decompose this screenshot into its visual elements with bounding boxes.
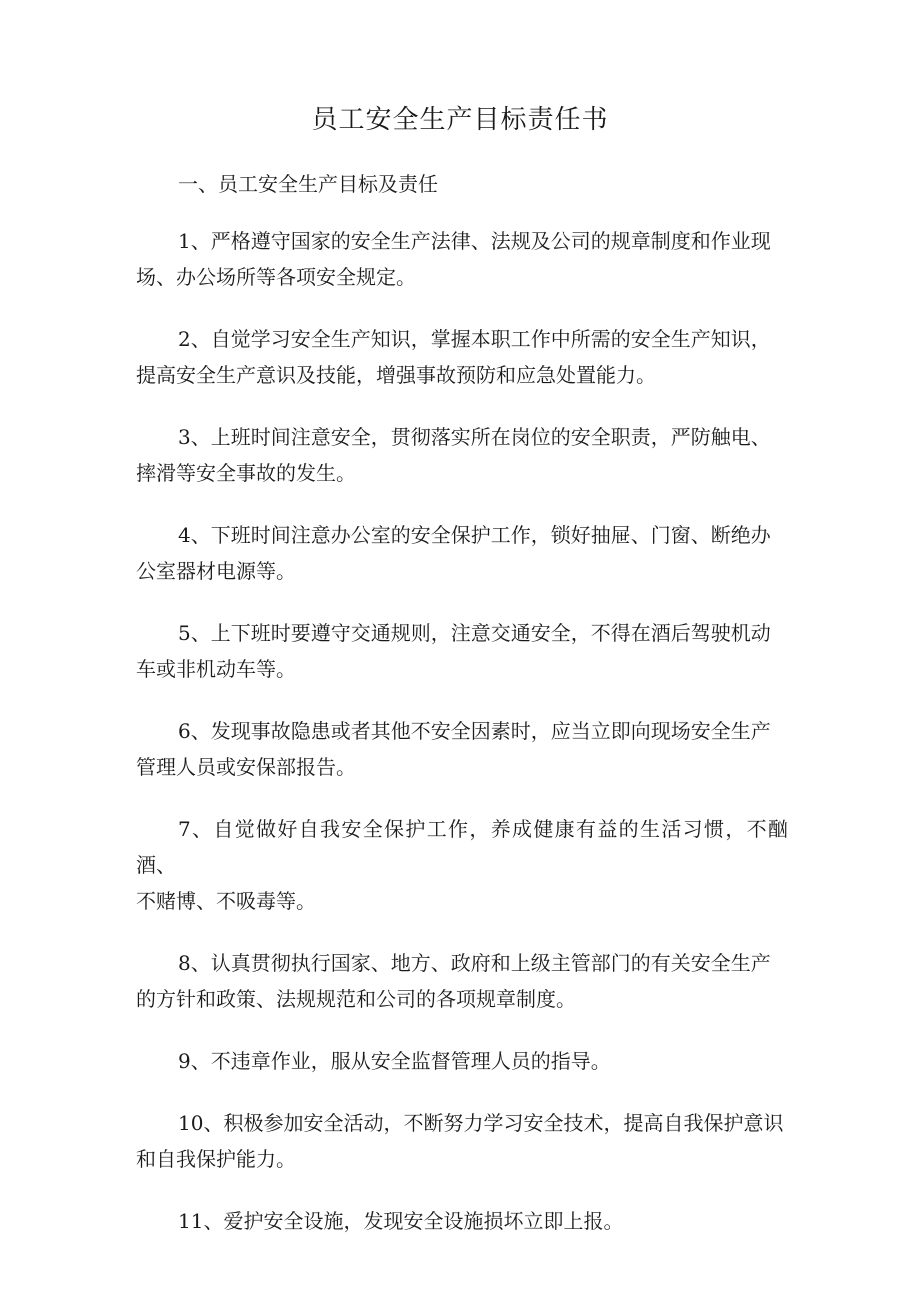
list-item: 10、积极参加安全活动，不断努力学习安全技术，提高自我保护意识 和自我保护能力。 (136, 1111, 784, 1171)
responsibility-list (136, 223, 788, 1265)
list-item: 11、爱护安全设施，发现安全设施损坏立即上报。 (178, 1209, 624, 1233)
list-item: 4、下班时间注意办公室的安全保护工作，锁好抽屉、门窗、断绝办 公室器材电源等。 (136, 523, 771, 583)
list-item: 2、自觉学习安全生产知识，掌握本职工作中所需的安全生产知识， 提高安全生产意识及技能，增强事故预防和应急处置能力。 (136, 327, 771, 387)
document-title: 员工安全生产目标责任书 (311, 105, 609, 135)
list-item: 1、严格遵守国家的安全生产法律、法规及公司的规章制度和作业现 场、办公场所等各项安全规定。 (136, 229, 771, 289)
list-item: 3、上班时间注意安全，贯彻落实所在岗位的安全职责，严防触电、 摔滑等安全事故的发生。 (136, 425, 771, 485)
list-item: 9、不违章作业，服从安全监督管理人员的指导。 (178, 1049, 611, 1073)
list-item: 7、自觉做好自我安全保护工作，养成健康有益的生活习惯，不酗酒、 不赌博、不吸毒等。 (136, 817, 788, 913)
list-item: 5、上下班时要遵守交通规则，注意交通安全，不得在酒后驾驶机动 车或非机动车等。 (136, 621, 771, 681)
section-heading: 一、员工安全生产目标及责任 (178, 172, 438, 196)
list-item: 6、发现事故隐患或者其他不安全因素时，应当立即向现场安全生产 管理人员或安保部报告。 (136, 719, 771, 779)
list-item: 8、认真贯彻执行国家、地方、政府和上级主管部门的有关安全生产 的方针和政策、法规规范和公司的各项规章制度。 (136, 951, 771, 1011)
